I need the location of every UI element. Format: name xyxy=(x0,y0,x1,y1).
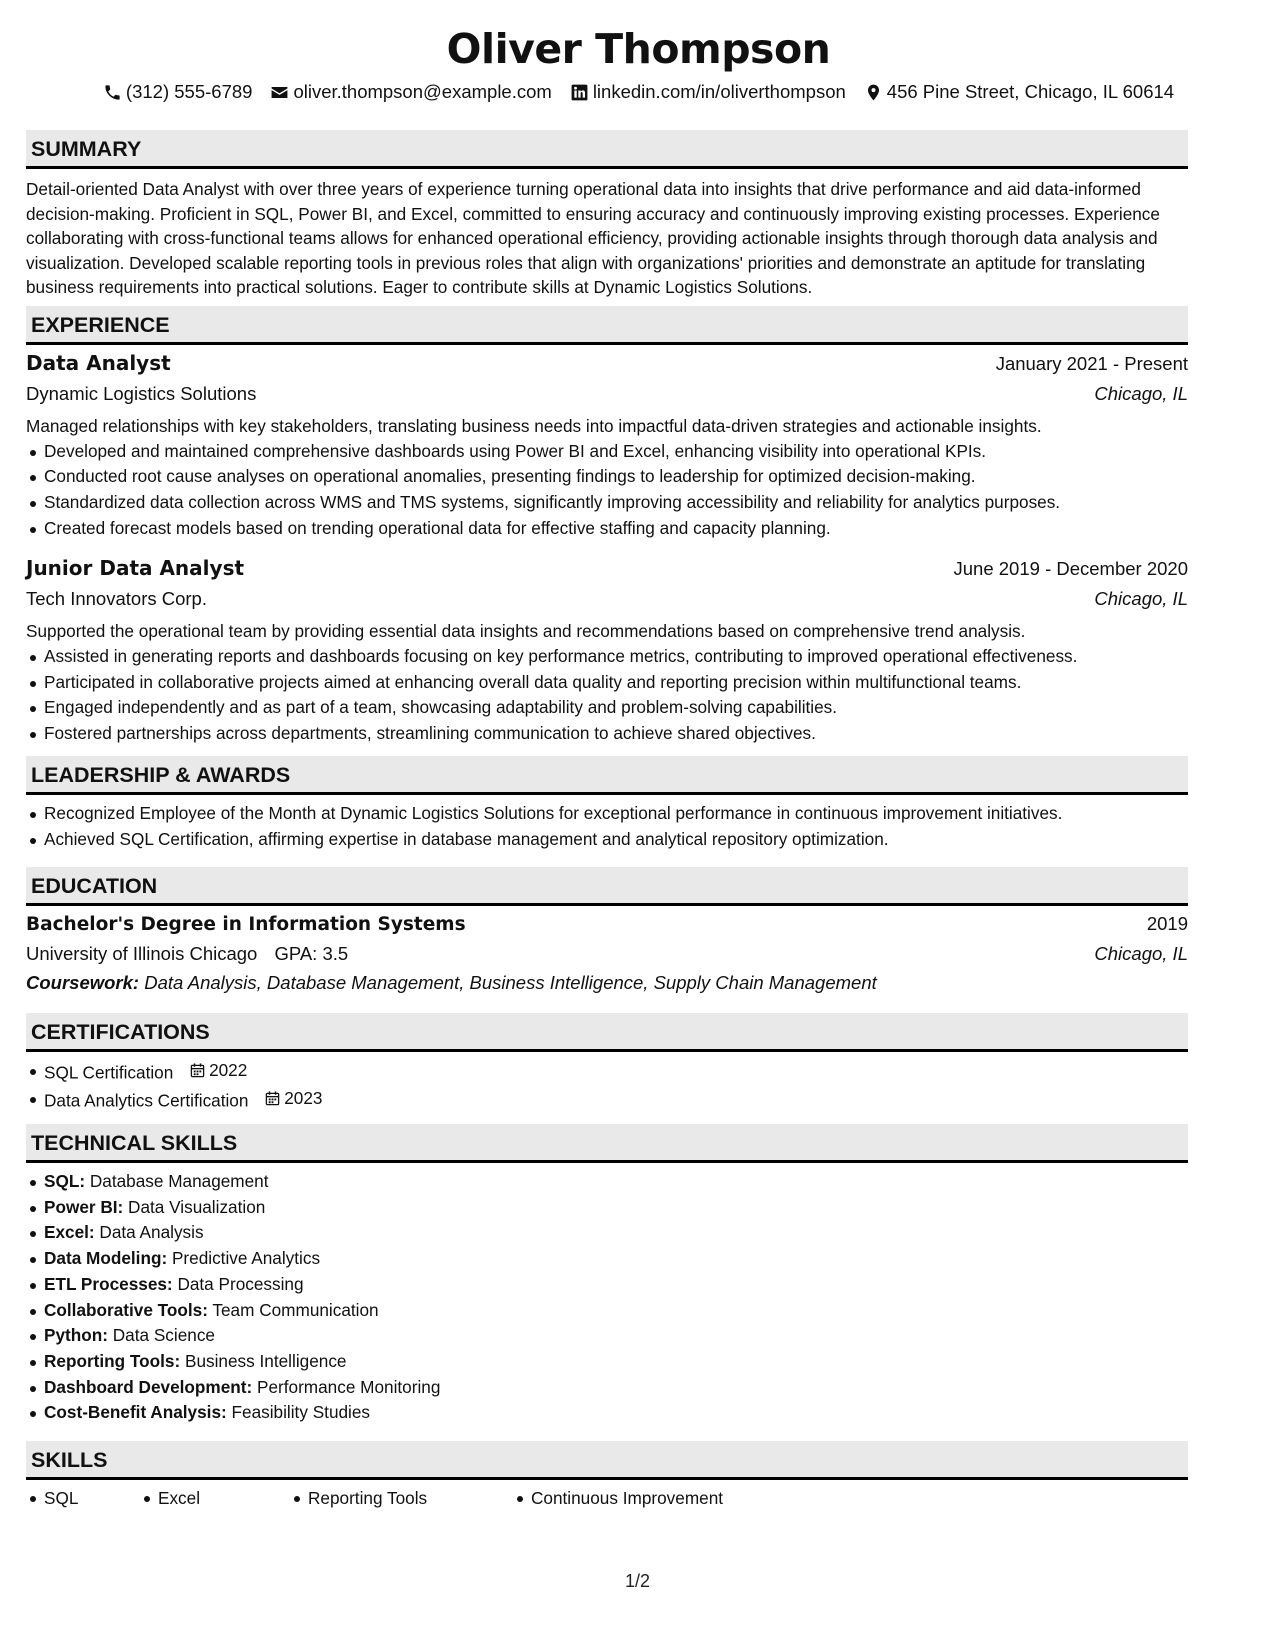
job-company: Dynamic Logistics Solutions xyxy=(26,383,257,404)
job-dates: June 2019 - December 2020 xyxy=(953,558,1188,580)
map-pin-icon xyxy=(864,83,883,102)
job-title: Junior Data Analyst xyxy=(26,556,245,581)
certifications-list xyxy=(26,1058,1188,1114)
coursework xyxy=(26,968,1188,998)
summary-text: Detail-oriented Data Analyst with over three years of experience turning operational data into insights that drive performance and aid data-informed decision-making. Proficient in SQL, Power BI, and Excel, committed to ensuring accuracy and continuously improving existing processes. Experience collaborating with cross-functional teams allows for enhanced operational efficiency, providing actionable insights through thorough data analysis and visualization. Developed scalable reporting tools in previous roles that align with organizations' priorities and demonstrate an aptitude for translating business requirements into practical solutions. Eager to contribute skills at Dynamic Logistics Solutions. xyxy=(26,179,1160,298)
section-heading-skills: SKILLS xyxy=(26,1441,1188,1480)
job-summary: Managed relationships with key stakeholders, translating business needs into impactful data-driven strategies and actionable insights. xyxy=(26,416,1042,436)
list-item xyxy=(26,1246,1188,1272)
job-location: Chicago, IL xyxy=(1094,383,1188,404)
job-bullets xyxy=(26,644,1188,747)
school-location: Chicago, IL xyxy=(1094,943,1188,964)
section-heading-education: EDUCATION xyxy=(26,867,1188,906)
list-item xyxy=(26,1195,1188,1221)
job-dates: January 2021 - Present xyxy=(995,353,1188,374)
skill-detail: Data Visualization xyxy=(128,1196,266,1217)
section-heading-summary: SUMMARY xyxy=(26,130,1188,169)
job-entry xyxy=(26,349,1188,541)
cert-name: SQL Certification xyxy=(44,1062,174,1083)
job-bullets xyxy=(26,439,1188,542)
job-entry xyxy=(26,554,1188,746)
contact-email[interactable] xyxy=(270,78,551,106)
skill-name: Power BI: xyxy=(44,1196,124,1217)
list-item: Engaged independently and as part of a team, showcasing adaptability and problem-solving capabilities. xyxy=(26,695,1188,721)
list-item xyxy=(26,1323,1188,1349)
skill-tag: Continuous Improvement xyxy=(513,1486,723,1511)
list-item: Achieved SQL Certification, affirming expertise in database management and analytical repository optimization. xyxy=(26,827,1188,853)
awards-section xyxy=(26,756,1188,852)
skill-detail: Data Science xyxy=(112,1325,215,1346)
section-heading-technical-skills: TECHNICAL SKILLS xyxy=(26,1124,1188,1163)
skill-name: ETL Processes: xyxy=(44,1273,173,1294)
contact-linkedin[interactable] xyxy=(570,78,846,106)
cert-date xyxy=(265,1086,322,1112)
skill-name: Collaborative Tools: xyxy=(44,1299,208,1320)
skill-name: Excel: xyxy=(44,1222,95,1243)
skill-name: SQL: xyxy=(44,1171,86,1191)
skill-tag: Reporting Tools xyxy=(290,1486,513,1511)
skills-list xyxy=(26,1486,1188,1511)
cert-year: 2023 xyxy=(284,1088,323,1109)
skill-detail: Feasibility Studies xyxy=(231,1402,371,1423)
skills-section xyxy=(26,1441,1188,1511)
job-location: Chicago, IL xyxy=(1094,588,1188,610)
linkedin-icon xyxy=(570,83,589,102)
section-heading-experience: EXPERIENCE xyxy=(26,306,1188,345)
list-item: Created forecast models based on trending operational data for effective staffing and capacity planning. xyxy=(26,516,1188,542)
certifications-section xyxy=(26,1013,1188,1114)
list-item xyxy=(26,1058,1188,1086)
list-item: Fostered partnerships across departments, streamlining communication to achieve shared objectives. xyxy=(26,721,1188,747)
list-item: Conducted root cause analyses on operational anomalies, presenting findings to leadership for optimized decision-making. xyxy=(26,464,1188,490)
graduation-year: 2019 xyxy=(1146,913,1188,934)
list-item xyxy=(26,1169,1188,1195)
summary-section xyxy=(26,130,1188,300)
list-item xyxy=(26,1220,1188,1246)
email-text: oliver.thompson@example.com xyxy=(293,81,552,102)
list-item xyxy=(26,1272,1188,1298)
section-heading-awards: LEADERSHIP & AWARDS xyxy=(26,756,1188,795)
list-item xyxy=(26,1298,1188,1324)
phone-icon xyxy=(103,83,122,102)
list-item: Developed and maintained comprehensive dashboards using Power BI and Excel, enhancing visibility into operational KPIs. xyxy=(26,439,1188,465)
cert-date xyxy=(190,1058,247,1084)
skill-detail: Performance Monitoring xyxy=(256,1376,441,1397)
skill-name: Reporting Tools: xyxy=(44,1350,181,1371)
skill-detail: Data Analysis xyxy=(99,1222,204,1243)
phone-text: (312) 555-6789 xyxy=(125,81,253,102)
list-item xyxy=(26,1375,1188,1401)
calendar-icon xyxy=(190,1063,205,1078)
degree-title: Bachelor's Degree in Information Systems xyxy=(26,914,466,935)
job-summary: Supported the operational team by providing essential data insights and recommendations based on comprehensive trend analysis. xyxy=(26,621,1026,642)
page-number: 1/2 xyxy=(624,1571,651,1591)
school-name: University of Illinois Chicago xyxy=(26,943,258,964)
job-company: Tech Innovators Corp. xyxy=(26,588,207,610)
list-item xyxy=(26,1086,1188,1114)
cert-name: Data Analytics Certification xyxy=(44,1090,249,1111)
skill-tag: SQL xyxy=(26,1486,140,1511)
skill-detail: Business Intelligence xyxy=(185,1350,347,1371)
gpa: GPA: 3.5 xyxy=(274,943,349,964)
skill-detail: Data Processing xyxy=(177,1273,304,1294)
skill-name: Python: xyxy=(44,1325,108,1346)
list-item: Standardized data collection across WMS and TMS systems, significantly improving accessibility and reliability for analytics purposes. xyxy=(26,490,1188,516)
section-heading-certifications: CERTIFICATIONS xyxy=(26,1013,1188,1052)
contact-bar xyxy=(26,78,1251,106)
skill-name: Data Modeling: xyxy=(44,1248,168,1269)
job-title: Data Analyst xyxy=(26,351,171,375)
education-section xyxy=(26,867,1188,998)
awards-list xyxy=(26,801,1188,852)
address-text: 456 Pine Street, Chicago, IL 60614 xyxy=(886,81,1175,102)
list-item: Participated in collaborative projects aimed at enhancing overall data quality and reporting precision within multifunctional teams. xyxy=(26,670,1188,696)
list-item xyxy=(26,1400,1188,1426)
technical-skills-list xyxy=(26,1169,1188,1426)
resume-page xyxy=(26,0,1251,1508)
technical-skills-section xyxy=(26,1124,1188,1426)
list-item: Assisted in generating reports and dashboards focusing on key performance metrics, contributing to improved operational effectiveness. xyxy=(26,644,1188,670)
linkedin-text: linkedin.com/in/oliverthompson xyxy=(592,81,846,102)
skill-name: Cost-Benefit Analysis: xyxy=(44,1402,227,1423)
contact-address xyxy=(864,78,1174,106)
experience-section xyxy=(26,306,1188,747)
list-item: Recognized Employee of the Month at Dynamic Logistics Solutions for exceptional performance in continuous improvement initiatives. xyxy=(26,801,1188,827)
skill-name: Dashboard Development: xyxy=(44,1376,253,1397)
skill-detail: Predictive Analytics xyxy=(171,1248,321,1269)
cert-year: 2022 xyxy=(209,1060,248,1080)
list-item xyxy=(26,1349,1188,1375)
school-line xyxy=(26,940,348,968)
calendar-icon xyxy=(265,1091,280,1106)
contact-phone xyxy=(103,78,253,106)
coursework-label: Coursework: xyxy=(26,972,140,993)
envelope-icon xyxy=(270,83,289,102)
skill-tag: Excel xyxy=(140,1486,290,1511)
coursework-list: Data Analysis, Database Management, Business Intelligence, Supply Chain Management xyxy=(144,972,877,993)
skill-detail: Team Communication xyxy=(212,1299,379,1320)
skill-detail: Database Management xyxy=(89,1171,269,1191)
candidate-name: Oliver Thompson xyxy=(446,25,831,73)
